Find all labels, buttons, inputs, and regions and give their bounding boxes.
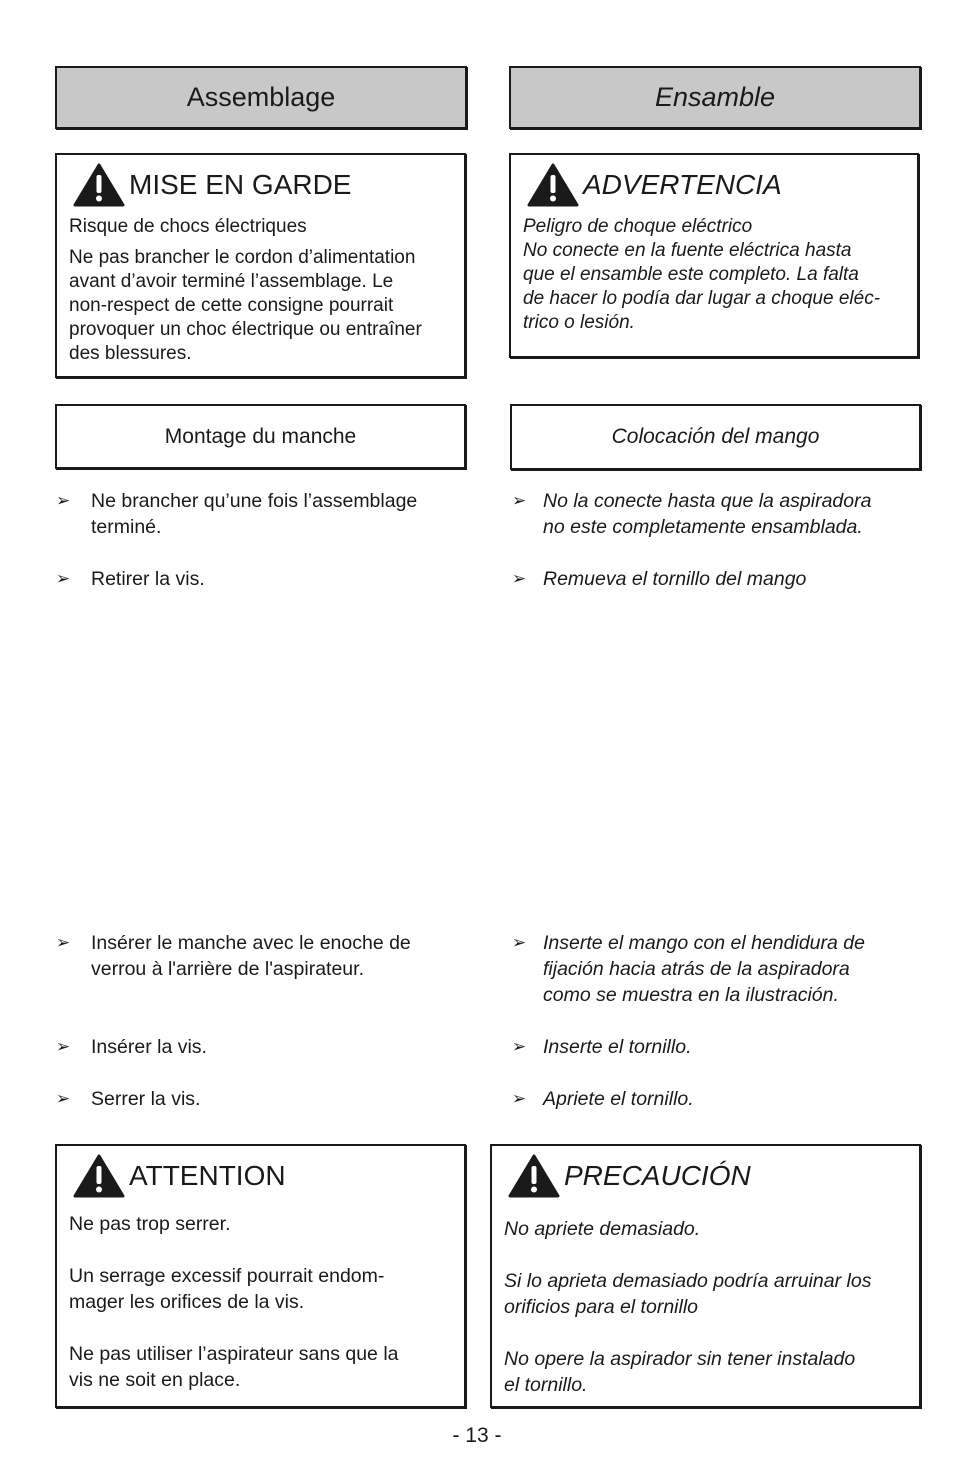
arrow-bullet-icon: ➢ xyxy=(512,933,527,952)
step-line: Insérer la vis. xyxy=(91,1036,207,1058)
arrow-bullet-icon: ➢ xyxy=(56,933,71,952)
warning-line: trico o lesión. xyxy=(523,312,635,333)
warning-title-text-es: ADVERTENCIA xyxy=(583,169,782,200)
caution-spacer xyxy=(504,1320,919,1346)
step-line: verrou à l'arrière de l'aspirateur. xyxy=(91,958,364,980)
header-title-fr: Assemblage xyxy=(186,82,336,112)
caution-title-es xyxy=(508,1154,751,1198)
step-es-4 xyxy=(512,1034,932,1060)
header-assemblage xyxy=(55,66,467,129)
caution-box-fr xyxy=(55,1144,466,1408)
warning-line: Ne pas brancher le cordon d’alimentation xyxy=(69,247,416,268)
warning-triangle-icon xyxy=(73,163,125,207)
warning-subtitle-fr: Risque de chocs électriques xyxy=(69,216,307,237)
warning-line: que el ensamble este completo. La falta xyxy=(523,264,859,285)
warning-triangle-icon xyxy=(73,1154,125,1198)
step-line: Retirer la vis. xyxy=(91,568,205,590)
step-line: Ne brancher qu’une fois l’assemblage xyxy=(91,490,418,512)
warning-line: de hacer lo podía dar lugar a choque eléc- xyxy=(523,288,881,309)
step-fr-1 xyxy=(56,488,466,540)
caution-box-es xyxy=(490,1144,921,1408)
warning-title-text-fr: MISE EN GARDE xyxy=(129,169,352,200)
arrow-bullet-icon: ➢ xyxy=(56,1089,71,1108)
section-title-es: Colocación del mango xyxy=(611,425,820,448)
step-line: Serrer la vis. xyxy=(91,1088,201,1110)
step-es-1 xyxy=(512,488,932,540)
step-line: Remueva el tornillo del mango xyxy=(543,568,807,590)
warning-box-fr xyxy=(55,153,466,378)
arrow-bullet-icon: ➢ xyxy=(56,491,71,510)
section-title-box-fr xyxy=(55,404,466,469)
caution-line: No apriete demasiado. xyxy=(504,1218,701,1240)
arrow-bullet-icon: ➢ xyxy=(512,1089,527,1108)
step-fr-5 xyxy=(56,1086,466,1112)
arrow-bullet-icon: ➢ xyxy=(512,569,527,588)
step-line: No la conecte hasta que la aspiradora xyxy=(543,490,872,512)
step-es-3 xyxy=(512,930,932,1008)
arrow-bullet-icon: ➢ xyxy=(56,569,71,588)
caution-body-es xyxy=(504,1216,919,1398)
warning-box-es xyxy=(509,153,919,358)
step-fr-4 xyxy=(56,1034,466,1060)
step-line: Apriete el tornillo. xyxy=(543,1088,694,1110)
caution-body-fr xyxy=(69,1211,461,1393)
arrow-bullet-icon: ➢ xyxy=(56,1037,71,1056)
warning-triangle-icon xyxy=(508,1154,560,1198)
caution-spacer xyxy=(504,1242,919,1268)
warning-line: No conecte en la fuente eléctrica hasta xyxy=(523,240,852,261)
step-line: como se muestra en la ilustración. xyxy=(543,984,839,1006)
warning-line: avant d’avoir terminé l’assemblage. Le xyxy=(69,271,394,292)
step-es-5 xyxy=(512,1086,932,1112)
caution-line: No opere la aspirador sin tener instalado xyxy=(504,1348,856,1370)
step-line: no este completamente ensamblada. xyxy=(543,516,863,538)
warning-title-fr xyxy=(73,163,351,207)
step-es-2 xyxy=(512,566,932,592)
caution-spacer xyxy=(69,1237,461,1263)
caution-spacer xyxy=(69,1315,461,1341)
warning-line: non-respect de cette consigne pourrait xyxy=(69,295,394,316)
arrow-bullet-icon: ➢ xyxy=(512,491,527,510)
caution-line: Ne pas utiliser l’aspirateur sans que la xyxy=(69,1343,399,1365)
header-ensamble xyxy=(509,66,921,129)
caution-line: Si lo aprieta demasiado podría arruinar los xyxy=(504,1270,872,1292)
step-line: Inserte el mango con el hendidura de xyxy=(543,932,865,954)
caution-title-text-es: PRECAUCIÓN xyxy=(564,1160,751,1191)
caution-line: orificios para el tornillo xyxy=(504,1296,699,1318)
section-title-fr: Montage du manche xyxy=(164,424,357,448)
warning-body-fr xyxy=(69,215,461,366)
header-title-es: Ensamble xyxy=(654,82,776,112)
page-number: - 13 - xyxy=(452,1424,502,1447)
step-line: Inserte el tornillo. xyxy=(543,1036,692,1058)
caution-title-text-fr: ATTENTION xyxy=(129,1160,286,1191)
warning-line: provoquer un choc électrique ou entraîner xyxy=(69,319,422,340)
warning-title-es xyxy=(527,163,782,207)
caution-line: Un serrage excessif pourrait endom- xyxy=(69,1265,385,1287)
warning-body-es xyxy=(523,215,915,335)
caution-title-fr xyxy=(73,1154,286,1198)
section-title-box-es xyxy=(510,404,921,470)
caution-line: el tornillo. xyxy=(504,1374,588,1396)
caution-line: mager les orifices de la vis. xyxy=(69,1291,305,1313)
warning-line: des blessures. xyxy=(69,343,192,364)
step-fr-2 xyxy=(56,566,466,592)
step-line: terminé. xyxy=(91,516,162,538)
step-line: Insérer le manche avec le enoche de xyxy=(91,932,411,954)
caution-line: Ne pas trop serrer. xyxy=(69,1213,231,1235)
arrow-bullet-icon: ➢ xyxy=(512,1037,527,1056)
step-fr-3 xyxy=(56,930,466,982)
caution-line: vis ne soit en place. xyxy=(69,1369,241,1391)
warning-triangle-icon xyxy=(527,163,579,207)
step-line: fijación hacia atrás de la aspiradora xyxy=(543,958,850,980)
warning-line: Peligro de choque eléctrico xyxy=(523,216,753,237)
